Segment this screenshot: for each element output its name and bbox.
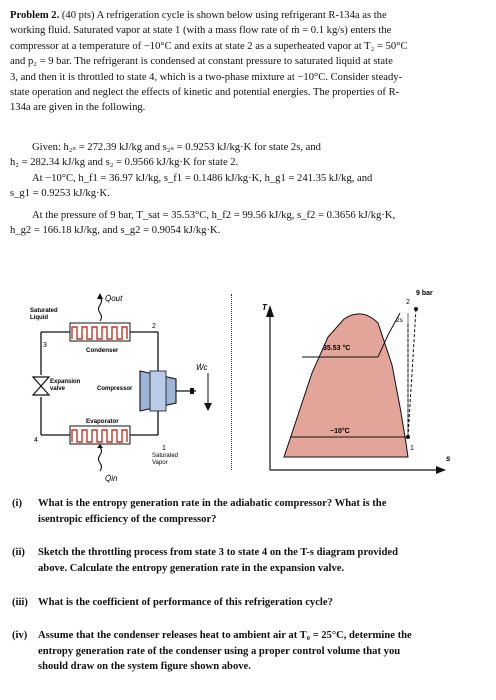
intro-line-5: state operation and neglect the effects of kinetic and potential energies. The properties of R-	[10, 87, 400, 99]
state-2-label: 2	[152, 323, 156, 330]
tsat-label: 35.53 °C	[323, 345, 351, 352]
saturated-vapor-label-2: Vapor	[152, 460, 168, 466]
figure-divider	[231, 294, 232, 470]
ts-state-2-label: 2	[406, 299, 410, 306]
question-3-line-1: What is the coefficient of performance of this refrigeration cycle?	[38, 597, 333, 608]
evaporator-label: Evaporator	[86, 418, 119, 425]
q-out-label: Q̇out	[105, 294, 123, 303]
compressor-label: Compressor	[97, 386, 133, 392]
compressor-icon	[140, 371, 196, 411]
given-line-3: s_g1 = 0.9253 kJ/kg·K.	[10, 188, 110, 200]
problem-statement	[10, 8, 486, 116]
given-line-0: Given: h₂ₛ = 272.39 kJ/kg and s₂ₛ = 0.9253 kJ/kg·K for state 2s, and	[32, 142, 321, 153]
given-line-5: h_g2 = 166.18 kJ/kg, and s_g2 = 0.9054 kJ/kg·K.	[10, 225, 221, 237]
state-1-label: 1	[162, 445, 166, 452]
evaporator-coil	[70, 426, 130, 444]
refrigeration-cycle-schematic	[0, 285, 231, 485]
question-4	[12, 628, 482, 675]
question-4-number: (iv)	[12, 630, 28, 641]
intro-line-2: compressor at a temperature of −10°C and exits at state 2 as a superheated vapor at T₂ = 50°C	[10, 40, 408, 52]
condenser-label: Condenser	[86, 347, 119, 354]
given-line-1: h₂ = 282.34 kJ/kg and s₂ = 0.9566 kJ/kg·K for state 2.	[10, 157, 239, 169]
expansion-valve-label-1: Expansion	[50, 379, 81, 385]
t-axis-arrow-icon	[266, 305, 274, 317]
pressure-label: 9 bar	[416, 290, 433, 297]
condenser-coil	[70, 323, 130, 341]
question-3	[12, 595, 482, 611]
expansion-valve-icon	[33, 377, 49, 395]
intro-line-3: and p₂ = 9 bar. The refrigerant is condensed at constant pressure to saturated liquid at state	[10, 56, 393, 68]
t-axis-label: T	[262, 303, 267, 312]
state-4-label: 4	[34, 437, 38, 444]
heat-in-arrow-icon	[97, 444, 103, 471]
given-line-4: At the pressure of 9 bar, T_sat = 35.53°C, h_f2 = 99.56 kJ/kg, s_f2 = 0.3656 kJ/kg·K,	[32, 209, 396, 221]
given-properties	[10, 140, 486, 238]
question-2-line-1: Sketch the throttling process from state 3 to state 4 on the T-s diagram provided	[38, 547, 398, 558]
saturated-vapor-label-1: Saturated	[152, 453, 179, 459]
q-in-label: Q̇in	[105, 474, 118, 483]
s-axis-arrow-icon	[436, 466, 446, 474]
ts-state-2s-label: 2s	[396, 317, 403, 324]
question-2-line-2: above. Calculate the entropy generation rate in the expansion valve.	[38, 562, 345, 574]
problem-title: Problem 2.	[10, 10, 60, 21]
s-axis-label: s	[446, 454, 451, 463]
question-3-number: (iii)	[12, 597, 28, 608]
intro-line-0: Problem 2. (40 pts) A refrigeration cycle is shown below using refrigerant R-134a as the	[10, 10, 387, 21]
intro-line-1: working fluid. Saturated vapor at state 1 (with a mass flow rate of ṁ = 0.1 kg/s) enters the	[10, 25, 392, 37]
heat-out-arrow-icon	[97, 293, 103, 321]
ts-state-1-label: 1	[410, 445, 414, 452]
given-line-2: At −10°C, h_f1 = 36.97 kJ/kg, s_f1 = 0.1486 kJ/kg·K, h_g1 = 241.35 kJ/kg, and	[32, 172, 373, 184]
work-label: Ẇc	[196, 363, 208, 372]
question-1-line-2: isentropic efficiency of the compressor?	[38, 513, 217, 525]
saturated-liquid-label-1: Saturated	[30, 308, 58, 314]
intro-line-4: 3, and then it is throttled to state 4, which is a two-phase mixture at −10°C. Consider steady-	[10, 71, 403, 83]
question-1-line-1: What is the entropy generation rate in the adiabatic compressor? What is the	[38, 498, 387, 509]
intro-line-6: 134a are given in the following.	[10, 102, 146, 114]
question-1	[12, 496, 482, 527]
work-arrow-icon	[204, 373, 212, 411]
state-3-label: 3	[43, 342, 47, 349]
question-4-line-1: Assume that the condenser releases heat to ambient air at T₀ = 25°C, determine the	[38, 630, 412, 641]
question-2-number: (ii)	[12, 547, 25, 558]
saturation-dome	[284, 314, 408, 457]
question-4-line-2: entropy generation rate of the condenser using a proper control volume that you	[38, 645, 401, 657]
saturated-liquid-label-2: Liquid	[30, 315, 48, 321]
expansion-valve-label-2: valve	[50, 386, 66, 392]
question-2	[12, 545, 482, 576]
question-4-line-3: should draw on the system figure shown above.	[38, 661, 251, 673]
ts-diagram	[240, 285, 496, 485]
question-1-number: (i)	[12, 498, 22, 509]
tevap-label: −10°C	[330, 428, 350, 435]
